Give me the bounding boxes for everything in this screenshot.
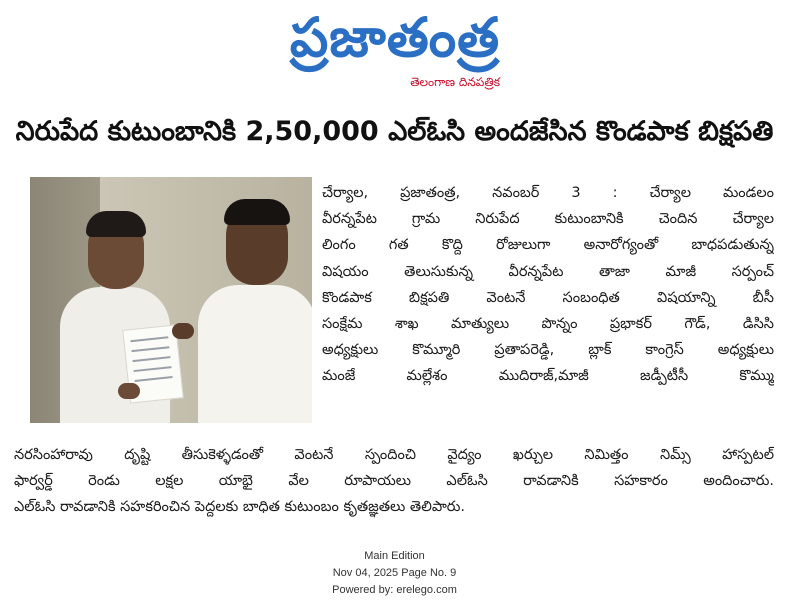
article-body-right-column	[322, 180, 774, 390]
article-line: ఫార్వర్డ్ రెండు లక్షల యాభై వేల రూపాయలు ఎల్ఓసి రావడానికి సహకారం అందించారు.	[14, 473, 774, 490]
article-line: చేర్యాల, ప్రజాతంత్ర, నవంబర్ 3 : చేర్యాల మండలం	[322, 185, 774, 201]
footer-edition: Main Edition	[364, 550, 425, 562]
article-line: వీరన్నపేట గ్రామ నిరుపేద కుటుంబానికి చెందిన చేర్యాల	[322, 211, 774, 228]
footer-powered-by: Powered by: erelego.com	[332, 584, 457, 596]
photo-person-right-hair	[224, 199, 290, 225]
article-line: నరసింహారావు దృష్టి తీసుకెళ్ళడంతో వెంటనే స్పందించి వైద్యం ఖర్చుల నిమిత్తం నిమ్స్ హాస్పటల్	[14, 447, 774, 463]
photo-person-right-body	[198, 285, 312, 423]
masthead	[0, 0, 789, 108]
photo-document-line	[132, 356, 170, 362]
page-footer	[0, 548, 789, 599]
article-line: కొండపాక బిక్షపతి వెంటనే సంబంధిత విషయాన్ని బీసీ	[322, 289, 774, 306]
footer-date-page: Nov 04, 2025 Page No. 9	[332, 567, 457, 579]
photo-hand-right	[172, 323, 194, 339]
article-photo	[30, 177, 312, 423]
article-line: ఎల్ఓసి రావడానికి సహకరించిన పెద్దలకు బాధిత కుటుంబం కృతజ్ఞతలు తెలిపారు.	[14, 499, 465, 516]
article-line: మంజే మల్లేశం ముదిరాజ్,మాజీ జడ్పీటీసీ కొమ్ము	[322, 368, 774, 385]
article-line: లింగం గత కొద్ది రోజులుగా అనారోగ్యంతో బాధపడుతున్న	[322, 237, 774, 254]
article-line: సంక్షేమ శాఖ మాత్యులు పొన్నం ప్రభాకర్ గౌడ్, డిసిసి	[322, 315, 774, 332]
photo-hand-left	[118, 383, 140, 399]
article-headline: నిరుపేద కుటుంబానికి 2,50,000 ఎల్ఓసి అందజేసిన కొండపాక బిక్షపతి	[15, 116, 774, 147]
article-body-full-width	[14, 442, 774, 521]
photo-document-line	[134, 366, 172, 372]
photo-person-left-hair	[86, 211, 146, 237]
photo-document-line	[131, 346, 169, 352]
photo-document-line	[135, 376, 173, 382]
newspaper-tagline: తెలంగాణ దినపత్రిక	[410, 75, 500, 89]
article-line: అధ్యక్షులు కొమ్మూరి ప్రతాపరెడ్డి, బ్లాక్ కాంగ్రెస్ అధ్యక్షులు	[322, 342, 774, 359]
newspaper-logo: ప్రజాతంత్ర	[289, 6, 501, 69]
photo-document-line	[130, 336, 168, 342]
article-line: విషయం తెలుసుకున్న వీరన్నపేట తాజా మాజీ సర్పంచ్	[322, 263, 774, 280]
